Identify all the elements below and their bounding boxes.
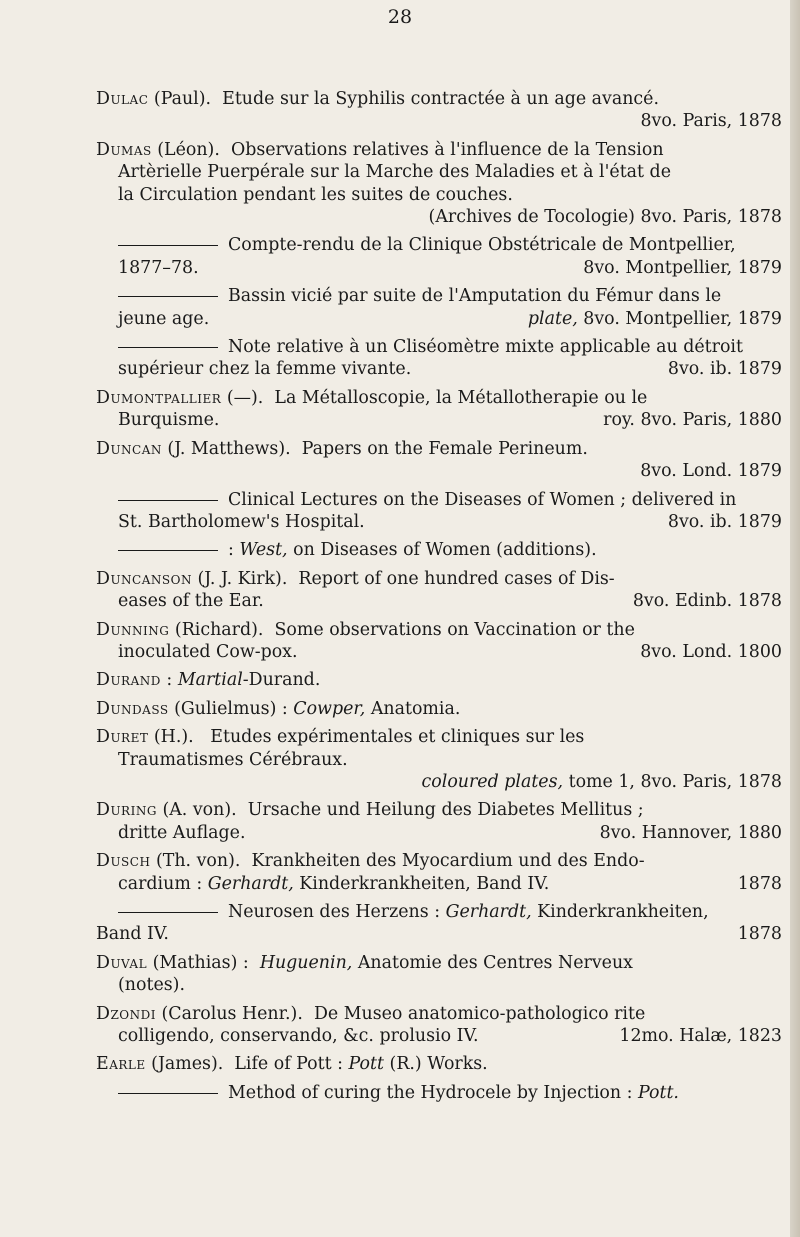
entry-title: Bassin vicié par suite de l'Amputation du Fémur dans le [228,286,722,307]
entry-cross-reference: Pott. [637,1082,679,1103]
catalog-entry: Dulac (Paul). Etude sur la Syphilis contractée à un age avancé. 8vo. Paris, 1878 [96,89,782,132]
entry-author: Earle [96,1054,146,1075]
catalog-list [96,88,782,1110]
entry-title: Etude sur la Syphilis contractée à un age avancé. [222,89,659,109]
catalog-entry: During (A. von). Ursache und Heilung des Diabetes Mellitus ; dritte Auflage. 8vo. Hannover, 1880 [96,800,782,843]
entry-imprint: plate, 8vo. Montpellier, 1879 [527,308,782,329]
catalog-entry: Duncan (J. Matthews). Papers on the Female Perineum. 8vo. Lond. 1879 [96,438,782,482]
entry-imprint: 8vo. ib. 1879 [667,511,782,532]
catalog-entry: Dundass (Gulielmus) : Cowper, Anatomia. [96,698,461,719]
entry-title: Etudes expérimentales et cliniques sur les [210,727,585,748]
entry-imprint: (Archives de Tocologie) 8vo. Paris, 1878 [428,207,782,228]
entry-imprint: 8vo. Lond. 1879 [640,461,782,482]
entry-imprint: 12mo. Halæ, 1823 [619,1026,782,1047]
entry-imprint: 8vo. Montpellier, 1879 [583,257,782,278]
entry-author: Dumontpallier [96,387,222,408]
entry-author: Dundass [96,698,169,719]
entry-title: Krankheiten des Myocardium und des Endo- [251,851,645,872]
catalog-entry: Dumas (Léon). Observations relatives à l'influence de la Tension Artèrielle Puerpérale sur la Marche des Maladies et à l'état de la Circulation pendant les suites de couches. (Archives de Tocologie) 8vo. Paris, 1878 [96,139,782,228]
catalog-entry: Earle (James). Life of Pott : Pott (R.) Works. [96,1054,488,1075]
entry-imprint: 8vo. ib. 1879 [667,359,782,380]
ditto-dash [118,1093,218,1094]
entry-imprint: 8vo. Edinb. 1878 [632,591,782,612]
catalog-entry: Duret (H.). Etudes expérimentales et cliniques sur les Traumatismes Cérébraux. coloured plates, tome 1, 8vo. Paris, 1878 [96,727,782,792]
ditto-dash [118,500,218,501]
ditto-dash [118,347,218,348]
entry-imprint: coloured plates, tome 1, 8vo. Paris, 1878 [421,771,782,792]
catalog-entry: Dusch (Th. von). Krankheiten des Myocardium und des Endo- cardium : Gerhardt, Kinderkrankheiten, Band IV. 1878 [96,851,782,894]
entry-title: De Museo anatomico-pathologico rite [313,1003,646,1024]
entry-title: Method of curing the Hydrocele by Injection : [228,1082,633,1103]
entry-title: Observations relatives à l'influence de la Tension [230,139,664,160]
ditto-dash [118,550,218,551]
catalog-entry: Dunning (Richard). Some observations on Vaccination or the inoculated Cow-pox. 8vo. Lond. 1800 [96,619,782,662]
catalog-entry: Compte-rendu de la Clinique Obstétricale de Montpellier, 1877–78. 8vo. Montpellier, 1879 [118,235,782,278]
catalog-entry: Note relative à un Cliséomètre mixte applicable au détroit supérieur chez la femme vivante. 8vo. ib. 1879 [118,337,782,380]
entry-author: Duncan [96,438,162,459]
entry-title: Some observations on Vaccination or the [274,619,635,640]
catalog-entry: Dzondi (Carolus Henr.). De Museo anatomico-pathologico rite colligendo, conservando, &c. prolusio IV. 12mo. Halæ, 1823 [96,1003,782,1047]
entry-title: Neurosen des Herzens : [228,902,441,922]
catalog-entry: Bassin vicié par suite de l'Amputation du Fémur dans le jeune age. plate, 8vo. Montpellier, 1879 [118,286,782,329]
entry-author: Dulac [96,89,149,109]
entry-title: La Métalloscopie, la Métallotherapie ou le [274,387,648,408]
ditto-dash [118,245,218,246]
entry-title: Papers on the Female Perineum. [301,438,588,459]
catalog-entry [96,1082,782,1104]
catalog-entry: Durand : Martial-Durand. [96,670,321,691]
entry-imprint: 1878 [737,924,782,945]
entry-author: Dumas [96,139,152,160]
entry-author: Dusch [96,851,151,872]
entry-cross-reference: Martial [177,670,243,691]
entry-imprint: 8vo. Lond. 1800 [640,641,782,662]
entry-author: Dzondi [96,1003,156,1024]
entry-cross-reference: Gerhardt, [445,902,532,922]
catalog-entry: : West, on Diseases of Women (additions). [96,539,782,561]
entry-title: Note relative à un Cliséomètre mixte applicable au détroit [228,337,743,358]
entry-imprint: 8vo. Paris, 1878 [640,111,782,132]
entry-author: Dunning [96,619,170,640]
entry-title: Clinical Lectures on the Diseases of Women ; delivered in [228,489,737,510]
catalog-entry: Duncanson (J. J. Kirk). Report of one hundred cases of Dis- eases of the Ear. 8vo. Edinb. 1878 [96,568,782,612]
entry-author: Duval [96,952,148,973]
catalog-entry: Duval (Mathias) : Huguenin, Anatomie des Centres Nerveux (notes). [96,952,633,996]
entry-title: Life of Pott : [234,1054,344,1075]
catalog-entry: Dumontpallier (—). La Métalloscopie, la Métallotherapie ou le Burquisme. roy. 8vo. Paris, 1880 [96,387,782,431]
entry-cross-reference: Cowper, [293,698,366,719]
entry-cross-reference: West, [239,540,288,561]
catalog-entry: Clinical Lectures on the Diseases of Women ; delivered in St. Bartholomew's Hospital. 8vo. ib. 1879 [118,489,782,532]
page-edge [790,0,800,1237]
entry-cross-reference: Gerhardt, [207,873,294,894]
ditto-dash [118,296,218,297]
entry-author: Duncanson [96,568,192,589]
entry-imprint: roy. 8vo. Paris, 1880 [603,410,782,431]
ditto-dash [118,912,218,913]
entry-title: Report of one hundred cases of Dis- [298,568,615,589]
entry-title: Compte-rendu de la Clinique Obstétricale de Montpellier, [228,235,736,256]
entry-cross-reference: Huguenin, [259,952,353,973]
entry-author: Durand [96,670,161,691]
page-number: 28 [387,6,413,28]
entry-cross-reference: Pott [348,1054,384,1075]
entry-imprint: 8vo. Hannover, 1880 [599,822,782,843]
entry-author: During [96,800,157,821]
entry-imprint: 1878 [737,873,782,894]
entry-title: Ursache und Heilung des Diabetes Mellitus ; [247,800,644,821]
entry-author: Duret [96,727,149,748]
catalog-entry: Neurosen des Herzens : Gerhardt, Kinderkrankheiten, Band IV. 1878 [96,902,782,945]
